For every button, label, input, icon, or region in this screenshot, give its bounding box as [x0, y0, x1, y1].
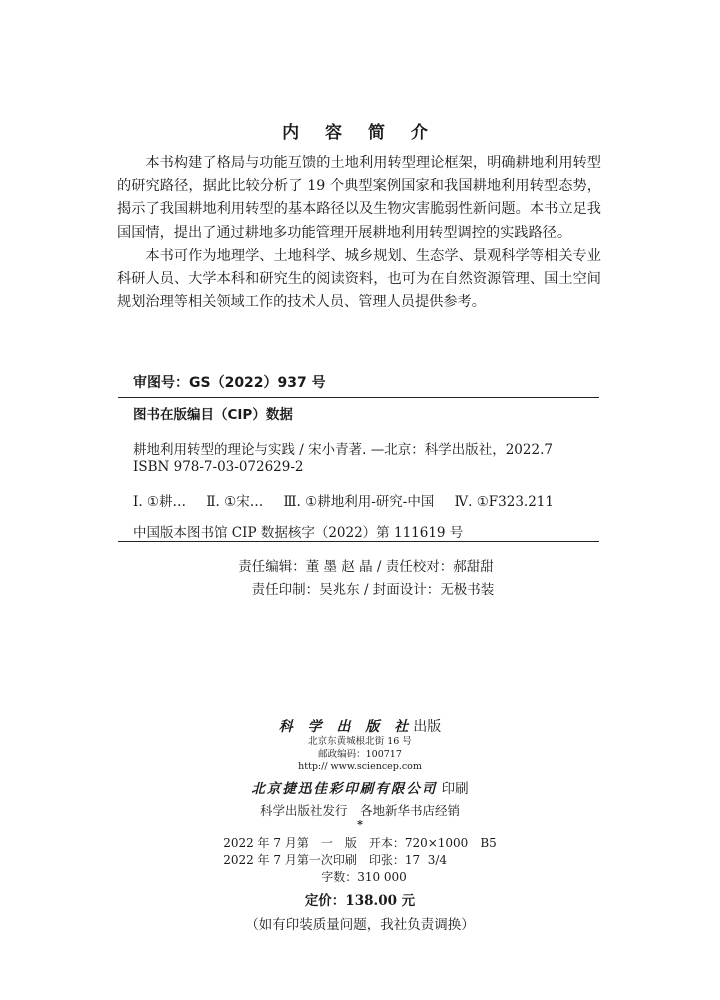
printer-line [0, 777, 720, 797]
cip-class-item: Ⅲ. ①耕地利用-研究-中国 [283, 494, 435, 510]
price: 定价：138.00 元 [304, 892, 416, 909]
cip-record: 中国版本图书馆 CIP 数据核字（2022）第 111619 号 [133, 525, 464, 541]
printer-suffix: 印刷 [441, 780, 469, 797]
editor-credits: 责任编辑：董 墨 赵 晶 / 责任校对：郝甜甜 [238, 559, 494, 575]
cip-isbn: ISBN 978-7-03-072629-2 [133, 459, 304, 475]
cip-title-line: 耕地利用转型的理论与实践 / 宋小青著. —北京：科学出版社，2022.7 [133, 442, 553, 458]
publisher-address: 北京东黄城根北街 16 号 [308, 736, 412, 747]
cip-class-item: Ⅱ. ①宋… [206, 494, 264, 510]
edition-specs [223, 835, 497, 869]
printer-name: 北京捷迅佳彩印刷有限公司 [251, 780, 438, 797]
publisher-name-line [0, 716, 720, 736]
intro-paragraph: 本书可作为地理学、土地科学、城乡规划、生态学、景观科学等相关专业科研人员、大学本科和研究生的阅读资料，也可为在自然资源管理、国土空间规划治理等相关领域工作的技术人员、管理人员提供参考。 [117, 247, 601, 311]
printing-line: 2022 年 7 月第一次印刷 印张：17 3/4 [223, 852, 448, 867]
intro-paragraph: 本书构建了格局与功能互馈的土地利用转型理论框架，明确耕地利用转型的研究路径，据此比较分析了 19 个典型案例国家和我国耕地利用转型态势，揭示了我国耕地利用转型的基本路径以及生物灾害脆弱性新问题。本书立足我国国情，提出了通过耕地多功能管理开展耕地利用转型调控的实践路径。 [117, 155, 601, 241]
distribution-line: 科学出版社发行 各地新华书店经销 [259, 802, 460, 818]
cip-class-item: Ⅰ. ①耕… [133, 494, 187, 510]
map-approval-number: 审图号：GS（2022）937 号 [133, 375, 326, 391]
publisher-url: http:// www.sciencep.com [298, 761, 422, 772]
edition-line: 2022 年 7 月第 一 版 开本：720×1000 B5 [223, 835, 497, 850]
quality-note: （如有印装质量问题，我社负责调换） [245, 916, 475, 933]
separator-star: * [357, 817, 363, 831]
cip-class-item: Ⅳ. ①F323.211 [454, 494, 554, 510]
page-title: 内 容 简 介 [282, 123, 438, 143]
cip-heading: 图书在版编目（CIP）数据 [133, 407, 293, 423]
publisher-postcode: 邮政编码：100717 [318, 748, 402, 760]
divider [118, 397, 599, 398]
production-credits: 责任印制：吴兆东 / 封面设计：无极书装 [251, 582, 495, 598]
publisher-name-suffix: 出版 [413, 719, 442, 735]
word-count: 字数：310 000 [321, 869, 407, 884]
publisher-block [0, 716, 720, 933]
publisher-name: 科 学 出 版 社 [278, 719, 414, 735]
intro-text [117, 152, 601, 314]
cip-classification [133, 490, 570, 510]
divider [118, 541, 599, 542]
